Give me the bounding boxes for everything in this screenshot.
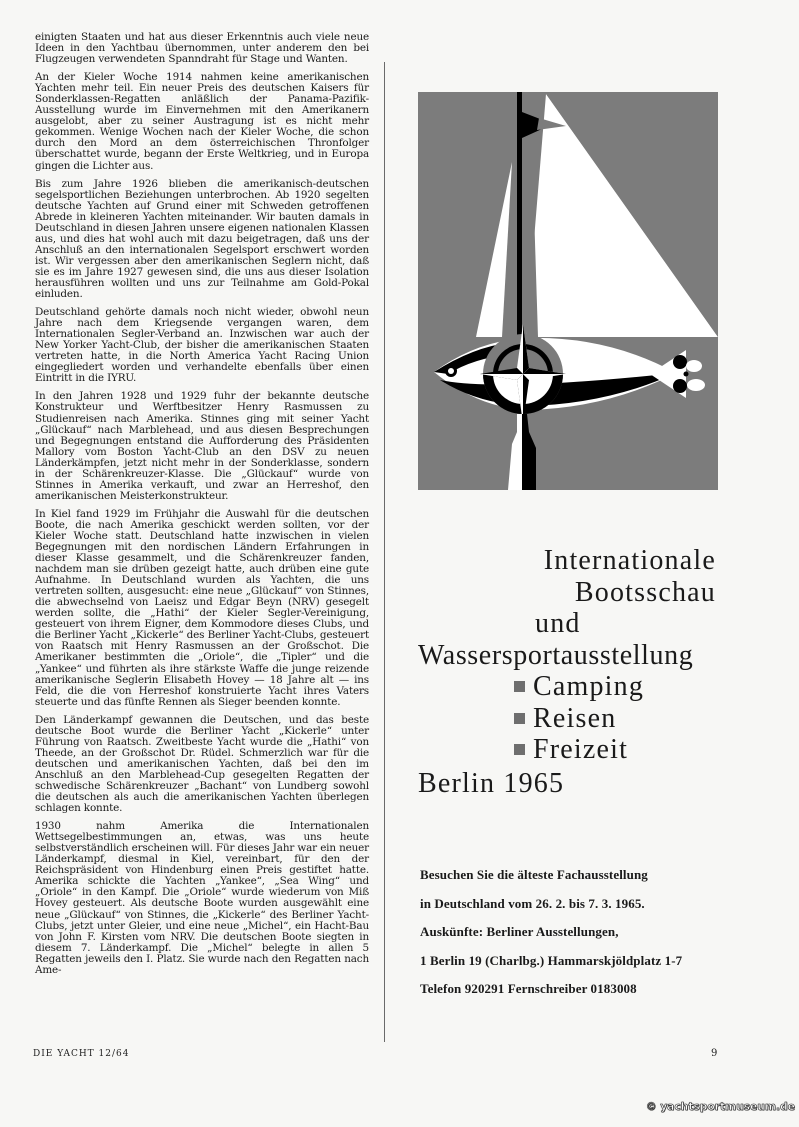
article-paragraph: einigten Staaten und hat aus dieser Erkenntnis auch viele neue Ideen in den Yachtbau übernommen, unter anderem den bei Flugzeugen verwendeten Spanndraht für Stage und Wanten. <box>35 31 369 66</box>
bullet-item-camping <box>418 671 718 703</box>
info-line-dates: in Deutschland vom 26. 2. bis 7. 3. 1965. <box>420 895 645 911</box>
sailboat-fish-icon <box>418 92 718 490</box>
page-number: 9 <box>711 1048 718 1059</box>
article-paragraph: Bis zum Jahre 1926 blieben die amerikanisch-deutschen segelsportlichen Beziehungen unterbrochen. Ab 1920 segelten deutsche Yachten auf Grund einer mit Schweden getroffenen Abrede in kleineren Yachten miteinander. Wir bauten damals in Deutschland in diesen Jahren unsere eigenen nationalen Klassen aus, und dies hat wohl auch mit dazu beigetragen, daß uns der Anschluß an den internationalen Segelsport erschwert worden ist. Wir vergessen aber den amerikanischen Seglern nicht, daß sie es im Jahre 1927 gewesen sind, die uns aus dieser Isolation herausführen wollten und uns zur Teilnahme am Gold-Pokal einluden. <box>35 177 369 301</box>
square-bullet-icon <box>514 713 525 724</box>
info-line-telephone: Telefon 920291 Fernschreiber 0183008 <box>420 981 637 996</box>
title-line-und: und <box>535 608 581 639</box>
column-divider <box>384 62 385 1042</box>
square-bullet-icon <box>514 681 525 692</box>
info-line-visit: Besuchen Sie die älteste Fachausstellung <box>420 867 648 882</box>
article-paragraph: Den Länderkampf gewannen die Deutschen, und das beste deutsche Boot wurde die Berliner Yacht „Kickerle“ unter Führung von Raatsch. Zweitbeste Yacht wurde die „Hathi“ von Theede, an der Großschot Dr. Rüdel. Schmerzlich war für die deutschen und amerikanischen Yachten, daß bei den im Anschluß an den Marblehead-Cup gesegelten Regatten der schwedische Schärenkreuzer „Bachant“ von Lundberg sowohl die deutschen als auch die amerikanischen Yachten überlegen schlagen konnte. <box>35 713 369 815</box>
article-paragraph: Deutschland gehörte damals noch nicht wieder, obwohl neun Jahre nach dem Kriegsende vergangen waren, dem Internationalen Segler-Verband an. Inzwischen war auch der New Yorker Yacht-Club, der bisher die amerikanischen Staaten vertreten hatte, in die North America Yacht Racing Union eingegliedert worden und verhandelte ebenfalls über einen Eintritt in die IYRU. <box>35 306 369 385</box>
exhibition-title <box>418 545 718 799</box>
article-column <box>35 32 369 983</box>
title-line-internationale: Internationale <box>543 545 716 576</box>
bullet-item-reisen <box>418 703 718 735</box>
sailboat-illustration <box>418 92 718 490</box>
title-city-year: Berlin 1965 <box>418 767 565 799</box>
bullet-item-freizeit <box>418 734 718 766</box>
exhibition-info <box>420 861 682 1004</box>
title-line-wassersport: Wassersportausstellung <box>418 639 694 671</box>
bullet-label: Camping <box>533 671 645 702</box>
bullet-label: Reisen <box>533 702 617 734</box>
publication-footer: DIE YACHT 12/64 <box>33 1049 130 1059</box>
bullet-label: Freizeit <box>533 734 629 765</box>
info-line-address: 1 Berlin 19 (Charlbg.) Hammarskjöldplatz 1-7 <box>420 952 683 968</box>
square-bullet-icon <box>514 744 525 755</box>
article-paragraph: An der Kieler Woche 1914 nahmen keine amerikanischen Yachten mehr teil. Ein neuer Preis des deutschen Kaisers für Sonderklassen-Regatten anläßlich der Panama-Pazifik-Ausstellung wurde im Einvernehmen mit den Amerikanern ausgelobt, aber zu seiner Austragung ist es nicht mehr gekommen. Wenige Wochen nach der Kieler Woche, die schon durch den Mord an dem österreichischen Thronfolger überschattet wurde, begann der Erste Weltkrieg, und in Europa gingen die Lichter aus. <box>35 71 369 172</box>
title-line-bootsschau: Bootsschau <box>574 576 716 608</box>
article-paragraph: In Kiel fand 1929 im Frühjahr die Auswahl für die deutschen Boote, die nach Amerika geschickt werden sollten, vor der Kieler Woche statt. Deutschland hatte inzwischen in vielen Begegnungen mit den nordischen Ländern Erfahrungen in dieser Klasse gesammelt, und die Schärenkreuzer fanden, nachdem man sie drüben gezeigt hatte, auch drüben eine gute Aufnahme. In Deutschland wurden als Yachten, die uns vertreten sollten, ausgesucht: eine neue „Glückauf“ von Stinnes, die abwechselnd von Laeisz und Edgar Beyn (NRV) gesegelt werden sollte, die „Hathi“ der Kieler Segler-Vereinigung, gesteuert von ihrem Eigner, dem Kommodore dieses Clubs, und die Berliner Yacht „Kickerle“ des Berliner Yacht-Clubs, gesteuert von Raatsch mit Henry Rasmussen an der Großschot. Die Amerikaner bestimmten die „Oriole“, die „Tipler“ und die „Yankee“ und führten als ihre stärkste Waffe die junge reizende amerikanische Seglerin Elisabeth Hovey — 18 Jahre alt — ins Feld, die die von Herreshof konstruierte Yacht ihres Vaters steuerte und das fünfte Rennen als Sieger beenden konnte. <box>35 507 369 708</box>
watermark: © yachtsportmuseum.de <box>646 1101 795 1113</box>
article-paragraph: In den Jahren 1928 und 1929 fuhr der bekannte deutsche Konstrukteur und Werftbesitzer Henry Rasmussen zu Studienreisen nach Amerika. Stinnes ging mit seiner Yacht „Glückauf“ nach Marblehead, und aus diesen Besprechungen und Begegnungen entstand die Aufforderung des Präsidenten Mallory vom Boston Yacht-Club an den DSV zu neuen Länderkämpfen, jetzt nicht mehr in der Sonderklasse, sondern in der Schärenkreuzer-Klasse. Die „Glückauf“ wurde von Stinnes in Amerika verkauft, und zwar an Herreshof, den amerikanischen Meisterkonstrukteur. <box>35 390 369 502</box>
info-line-contact: Auskünfte: Berliner Ausstellungen, <box>420 924 619 939</box>
article-paragraph: 1930 nahm Amerika die Internationalen Wettsegelbestimmungen an, etwas, was uns heute selbstverständlich erscheinen will. Für dieses Jahr war ein neuer Länderkampf, diesmal in Kiel, vereinbart, für den der Reichspräsident von Hindenburg einen Preis gestiftet hatte. Amerika schickte die Yachten „Yankee“, „Sea Wing“ und „Oriole“ in den Kampf. Die „Oriole“ wurde wiederum von Miß Hovey gesteuert. Als deutsche Boote wurden ausgewählt eine neue „Glückauf“ von Stinnes, die „Kickerle“ des Berliner Yacht-Clubs, jetzt unter Gleier, und eine neue „Michel“, ein Hacht-Bau von John F. Kirsten vom NRV. Die deutschen Boote siegten in diesem 7. Länderkampf. Die „Michel“ belegte in allen 5 Regatten jeweils den I. Platz. Sie wurde nach den Regatten nach Ame- <box>35 820 369 976</box>
